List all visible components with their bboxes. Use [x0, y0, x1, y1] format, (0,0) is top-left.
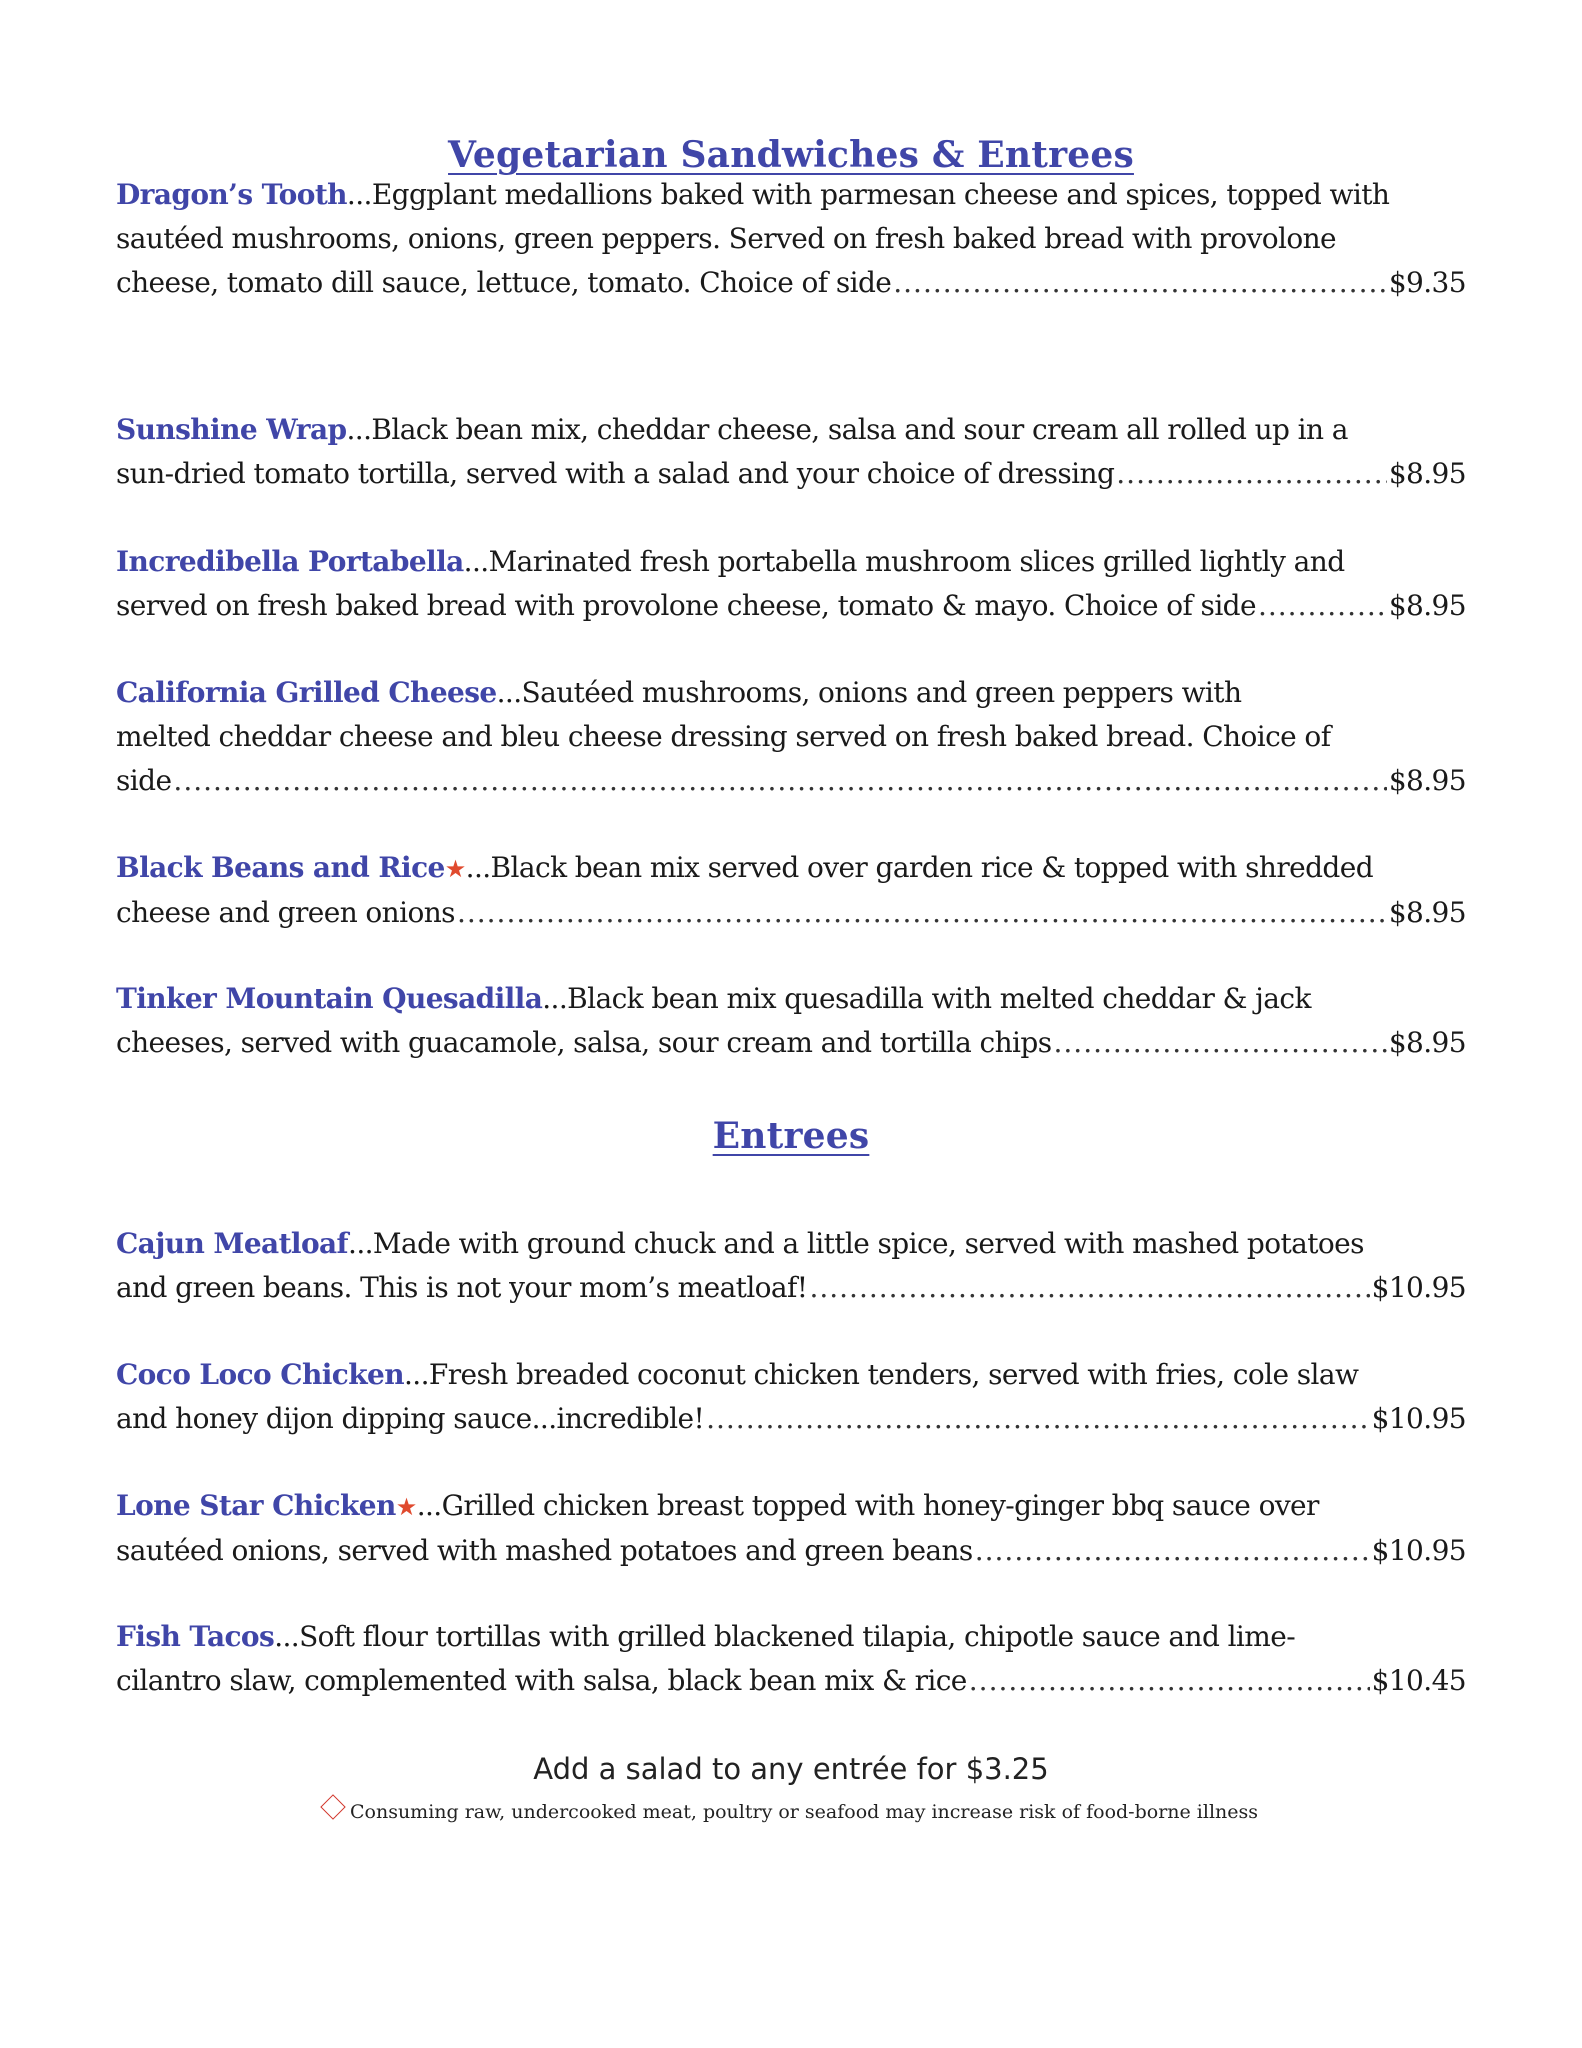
- item-price-line: [116, 1397, 1466, 1441]
- dot-leader: [809, 1266, 1369, 1310]
- dot-leader: [1054, 1021, 1387, 1065]
- menu-item-dragons-tooth: [116, 173, 1466, 305]
- dot-leader: [706, 1397, 1370, 1441]
- item-price: $8.95: [1388, 764, 1466, 797]
- item-price-line: [116, 1021, 1466, 1065]
- section-title-vegetarian: Vegetarian Sandwiches & Entrees: [448, 134, 1134, 176]
- item-description: ...Black bean mix quesadilla with melted cheddar & jack: [542, 982, 1311, 1015]
- item-name: Dragon’s Tooth: [116, 178, 347, 211]
- item-description-line: [116, 173, 1466, 217]
- star-icon: ★: [395, 1493, 417, 1521]
- item-price: $10.95: [1371, 1402, 1466, 1435]
- item-name: Black Beans and Rice: [116, 851, 445, 884]
- food-safety-warning: [116, 1800, 1466, 1823]
- item-price: $10.45: [1371, 1664, 1466, 1697]
- item-description-end: cheese and green onions: [116, 896, 455, 929]
- item-price: $9.35: [1388, 266, 1466, 299]
- dot-leader: [457, 891, 1387, 935]
- item-description: ...Black bean mix, cheddar cheese, salsa and sour cream all rolled up in a: [346, 413, 1348, 446]
- item-name: Lone Star Chicken: [116, 1489, 396, 1522]
- item-price: $8.95: [1388, 1026, 1466, 1059]
- item-description: ...Sautéed mushrooms, onions and green peppers with: [496, 676, 1242, 709]
- menu-item-lone-star-chicken: [116, 1484, 1466, 1573]
- item-description-end: cheeses, served with guacamole, salsa, sour cream and tortilla chips: [116, 1026, 1052, 1059]
- dot-leader: [969, 1659, 1370, 1703]
- item-description-line: [116, 1222, 1466, 1266]
- item-description-line: [116, 408, 1466, 452]
- item-price: $8.95: [1388, 896, 1466, 929]
- dot-leader: [1116, 452, 1387, 496]
- item-description: ...Black bean mix served over garden rice & topped with shredded: [465, 851, 1374, 884]
- item-description-line: [116, 671, 1466, 715]
- menu-item-cajun-meatloaf: [116, 1222, 1466, 1310]
- item-description: ...Fresh breaded coconut chicken tenders, served with fries, cole slaw: [403, 1358, 1359, 1391]
- item-description-end: cilantro slaw, complemented with salsa, black bean mix & rice: [116, 1664, 967, 1697]
- item-price: $8.95: [1388, 589, 1466, 622]
- menu-item-tinker-mountain-quesadilla: [116, 977, 1466, 1065]
- menu-item-black-beans-and-rice: [116, 846, 1466, 935]
- item-name: Incredibella Portabella: [116, 545, 464, 578]
- item-description-line: [116, 1484, 1466, 1529]
- section-title-entrees: Entrees: [712, 1115, 870, 1157]
- item-description: ...Soft flour tortillas with grilled blackened tilapia, chipotle sauce and lime-: [274, 1620, 1296, 1653]
- item-name: Tinker Mountain Quesadilla: [116, 982, 543, 1015]
- item-name: California Grilled Cheese: [116, 676, 497, 709]
- item-description-line: [116, 540, 1466, 584]
- item-description: ...Marinated fresh portabella mushroom slices grilled lightly and: [463, 545, 1345, 578]
- item-name: Cajun Meatloaf: [116, 1227, 349, 1260]
- menu-item-incredibella-portabella: [116, 540, 1466, 628]
- item-price-line: [116, 452, 1466, 496]
- item-description-line: melted cheddar cheese and bleu cheese dressing served on fresh baked bread. Choice of: [116, 720, 1331, 753]
- item-description: ...Eggplant medallions baked with parmesan cheese and spices, topped with: [346, 178, 1390, 211]
- item-price-line: [116, 1659, 1466, 1703]
- item-description: ...Made with ground chuck and a little spice, served with mashed potatoes: [348, 1227, 1364, 1260]
- menu-item-sunshine-wrap: [116, 408, 1466, 496]
- item-name: Coco Loco Chicken: [116, 1358, 404, 1391]
- item-description-line: [116, 846, 1466, 891]
- item-name: Fish Tacos: [116, 1620, 275, 1653]
- item-price: $8.95: [1388, 457, 1466, 490]
- item-description-line: [116, 977, 1466, 1021]
- item-name: Sunshine Wrap: [116, 413, 347, 446]
- salad-add-on-note: Add a salad to any entrée for $3.25: [533, 1752, 1049, 1786]
- menu-item-coco-loco-chicken: [116, 1353, 1466, 1441]
- item-description: ...Grilled chicken breast topped with honey-ginger bbq sauce over: [416, 1489, 1319, 1522]
- dot-leader: [1258, 584, 1387, 628]
- item-price-line: [116, 1266, 1466, 1310]
- item-price-line: [116, 891, 1466, 935]
- item-description-end: sautéed onions, served with mashed potatoes and green beans: [116, 1534, 973, 1567]
- item-description-line: sautéed mushrooms, onions, green peppers. Served on fresh baked bread with provolone: [116, 222, 1336, 255]
- item-price: $10.95: [1371, 1534, 1466, 1567]
- item-description-end: cheese, tomato dill sauce, lettuce, tomato. Choice of side: [116, 266, 892, 299]
- menu-item-california-grilled-cheese: [116, 671, 1466, 803]
- item-price-line: [116, 1529, 1466, 1573]
- star-icon: ★: [444, 855, 466, 883]
- item-description-line: [116, 1615, 1466, 1659]
- item-price-line: [116, 584, 1466, 628]
- item-description-line: [116, 1353, 1466, 1397]
- item-price-line: [116, 759, 1466, 803]
- item-price: $10.95: [1371, 1271, 1466, 1304]
- menu-item-fish-tacos: [116, 1615, 1466, 1703]
- dot-leader: [975, 1529, 1370, 1573]
- item-description-end: served on fresh baked bread with provolone cheese, tomato & mayo. Choice of side: [116, 589, 1256, 622]
- item-price-line: [116, 261, 1466, 305]
- item-description-end: and honey dijon dipping sauce...incredible!: [116, 1402, 705, 1435]
- warning-text: Consuming raw, undercooked meat, poultry or seafood may increase risk of food-borne illness: [349, 1801, 1259, 1823]
- dot-leader: [173, 759, 1386, 803]
- dot-leader: [893, 261, 1387, 305]
- item-description-end: side: [116, 764, 172, 797]
- item-description-end: sun-dried tomato tortilla, served with a salad and your choice of dressing: [116, 457, 1115, 490]
- item-description-end: and green beans. This is not your mom’s meatloaf!: [116, 1271, 808, 1304]
- diamond-icon: [320, 1794, 345, 1819]
